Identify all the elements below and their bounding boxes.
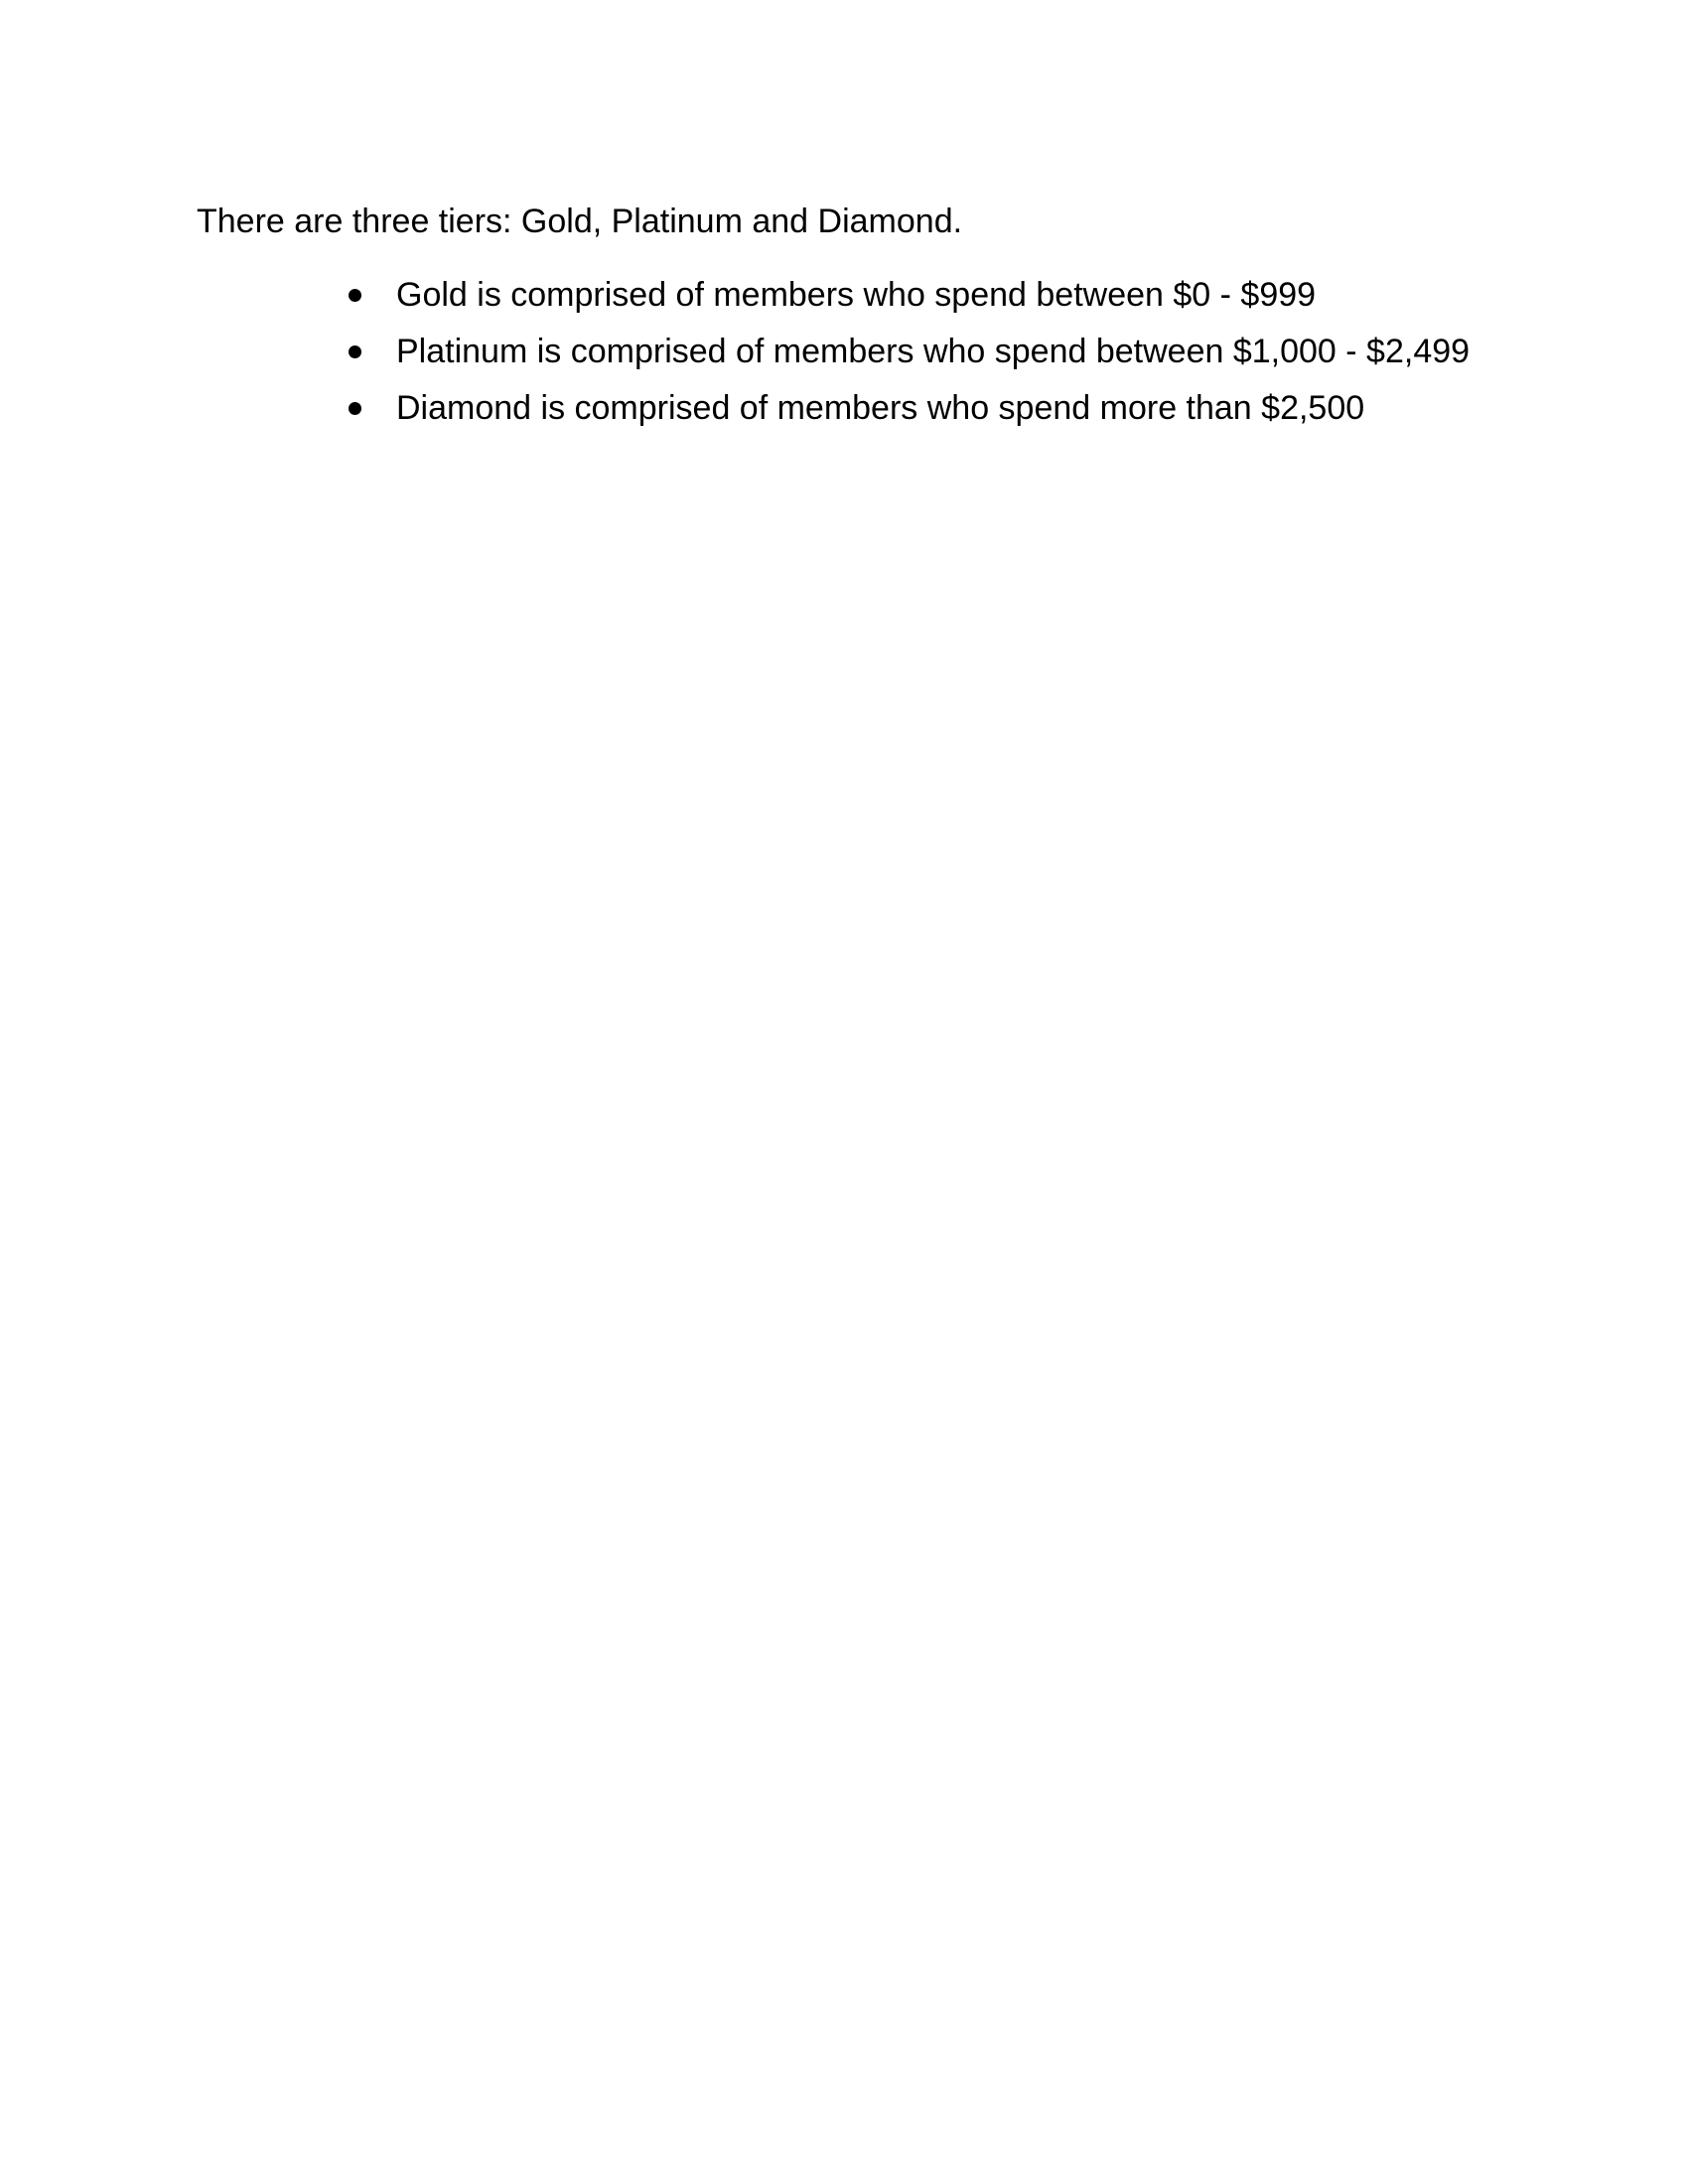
tier-list bbox=[197, 268, 1487, 435]
tier-item-gold bbox=[396, 268, 1474, 322]
tier-item-text: Diamond is comprised of members who spend more than $2,500 bbox=[396, 389, 1365, 427]
tier-item-platinum bbox=[396, 325, 1474, 378]
bullet-icon bbox=[349, 289, 361, 302]
tier-item-diamond bbox=[396, 381, 1474, 435]
intro-paragraph: There are three tiers: Gold, Platinum and Diamond. bbox=[197, 203, 963, 240]
tier-item-text: Gold is comprised of members who spend between $0 - $999 bbox=[396, 276, 1317, 314]
tier-item-text: Platinum is comprised of members who spend between $1,000 - $2,499 bbox=[396, 333, 1471, 370]
bullet-icon bbox=[349, 402, 361, 415]
document-body bbox=[197, 195, 1487, 438]
bullet-icon bbox=[349, 345, 361, 358]
